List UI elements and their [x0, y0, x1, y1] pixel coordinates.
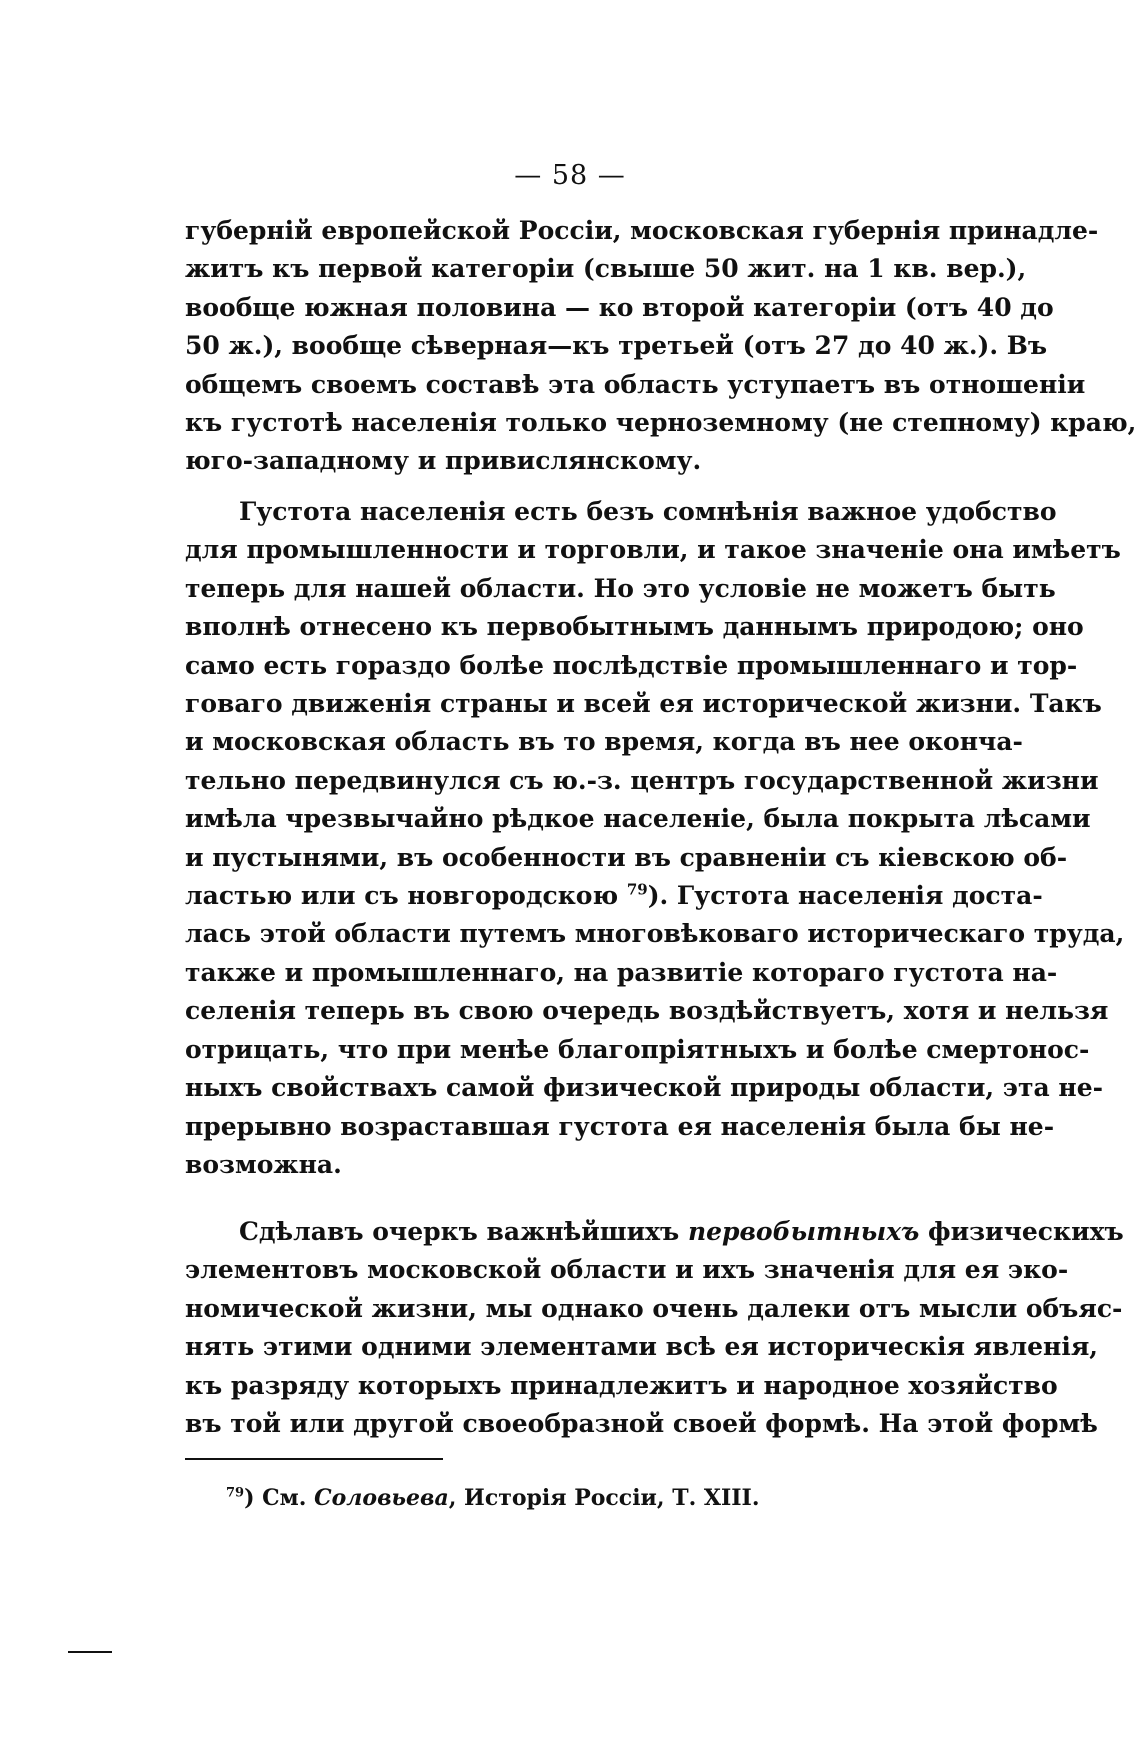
text-segment: Сдѣлавъ очеркъ важнѣйшихъ [239, 1217, 688, 1246]
footnote-separator [185, 1458, 443, 1460]
footnote-text: ) См. [244, 1485, 315, 1511]
text-line: номической жизни, мы однако очень далеки отъ мысли объяс- [185, 1293, 1123, 1323]
text-line: лась этой области путемъ многовѣковаго историческаго труда, [185, 919, 1125, 949]
emphasized-word: первобытныхъ [687, 1217, 920, 1246]
text-line: общемъ своемъ составѣ эта область уступаетъ въ отношеніи [185, 369, 1086, 399]
footnote-number: 79 [226, 1485, 245, 1501]
footnote-author: Соловьева [314, 1485, 449, 1511]
text-line: говаго движенія страны и всей ея исторической жизни. Такъ [185, 689, 1102, 719]
text-line: селенія теперь въ свою очередь воздѣйствуетъ, хотя и нельзя [185, 996, 1109, 1026]
footnote-text: , Исторія Россіи, Т. XIII. [448, 1485, 760, 1511]
text-line: и пустынями, въ особенности въ сравненіи съ кіевскою об- [185, 842, 1068, 872]
text-line: къ густотѣ населенія только черноземному (не степному) краю, [185, 408, 1137, 438]
paragraph-1 [185, 212, 1137, 481]
text-line: для промышленности и торговли, и такое значеніе она имѣетъ [185, 535, 1121, 565]
text-line: 50 ж.), вообще сѣверная—къ третьей (отъ 27 до 40 ж.). Въ [185, 331, 1048, 361]
text-line: ныхъ свойствахъ самой физической природы области, эта не- [185, 1073, 1104, 1103]
text-line-with-emphasis [185, 1213, 1124, 1251]
text-line-with-footnote-ref [185, 877, 1043, 915]
text-segment: физическихъ [919, 1217, 1124, 1246]
paragraph-2 [185, 493, 1125, 1184]
page-number: — 58 — [514, 160, 626, 191]
text-line: имѣла чрезвычайно рѣдкое населеніе, была покрыта лѣсами [185, 804, 1091, 834]
paragraph-3 [185, 1213, 1124, 1443]
text-line: теперь для нашей области. Но это условіе не можетъ быть [185, 573, 1056, 603]
text-line: тельно передвинулся съ ю.-з. центръ государственной жизни [185, 765, 1099, 795]
text-line: житъ къ первой категоріи (свыше 50 жит. на 1 кв. вер.), [185, 254, 1027, 284]
text-line: Густота населенія есть безъ сомнѣнія важное удобство [239, 497, 1057, 526]
text-segment: ). Густота населенія доста- [647, 881, 1043, 911]
footnote [226, 1485, 759, 1511]
footnote-reference[interactable]: 79 [626, 880, 648, 899]
text-line: прерывно возраставшая густота ея населенія была бы не- [185, 1111, 1055, 1141]
text-line: вообще южная половина — ко второй категоріи (отъ 40 до [185, 292, 1054, 322]
text-segment: ластью или съ новгородскою [185, 881, 627, 911]
text-line: элементовъ московской области и ихъ значенія для ея эко- [185, 1255, 1069, 1285]
text-line: къ разряду которыхъ принадлежитъ и народное хозяйство [185, 1370, 1058, 1400]
text-line: само есть гораздо болѣе послѣдствіе промышленнаго и тор- [185, 650, 1078, 680]
text-line: въ той или другой своеобразной своей формѣ. На этой формѣ [185, 1409, 1098, 1439]
text-line: также и промышленнаго, на развитіе котораго густота на- [185, 957, 1058, 987]
text-line: губерній европейской Россіи, московская губернія принадле- [185, 216, 1099, 245]
scan-edge-mark [68, 1651, 112, 1653]
text-line: возможна. [185, 1149, 342, 1179]
text-line: юго-западному и привислянскому. [185, 446, 702, 476]
text-line: вполнѣ отнесено къ первобытнымъ даннымъ природою; оно [185, 612, 1084, 642]
text-line: и московская область въ то время, когда въ нее оконча- [185, 727, 1023, 757]
text-line: нять этими одними элементами всѣ ея историческія явленія, [185, 1332, 1099, 1362]
text-line: отрицать, что при менѣе благопріятныхъ и болѣе смертонос- [185, 1034, 1090, 1064]
